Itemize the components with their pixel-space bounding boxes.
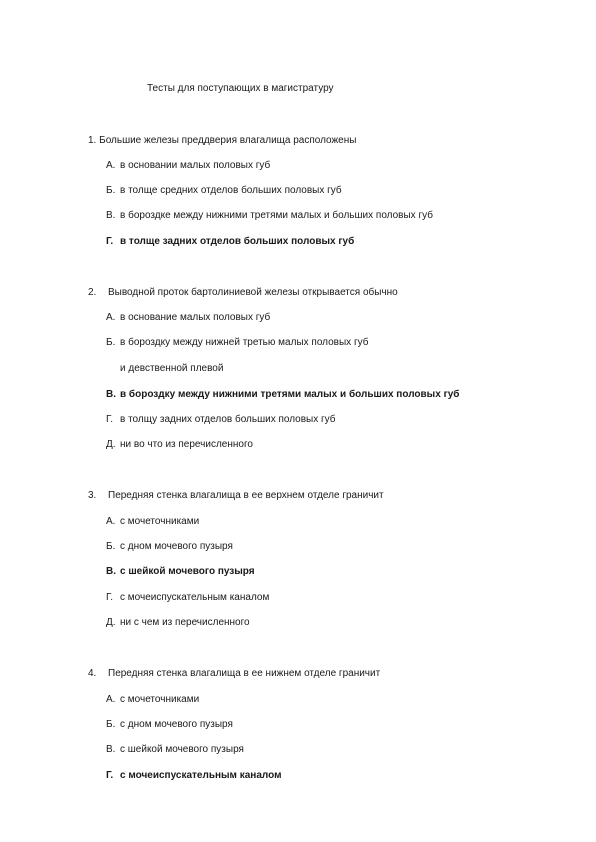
option-letter: В. — [106, 210, 116, 221]
option-letter: Б. — [106, 337, 116, 348]
option-3a — [106, 515, 199, 529]
option-2d — [106, 413, 336, 427]
option-text: в бороздке между нижними третями малых и больших половых губ — [120, 210, 433, 221]
option-letter: Б. — [106, 185, 116, 196]
option-letter: Г. — [106, 414, 113, 425]
option-2a — [106, 311, 270, 325]
option-2b — [106, 336, 368, 350]
option-3b — [106, 540, 233, 554]
question-1-line — [88, 134, 356, 148]
question-3-line — [88, 489, 384, 503]
option-3d — [106, 591, 269, 605]
option-4d-correct — [106, 769, 282, 783]
question-4-line — [88, 667, 380, 681]
option-3c-correct — [106, 565, 255, 579]
option-text: с дном мочевого пузыря — [120, 541, 233, 552]
option-text: в основание малых половых губ — [120, 312, 271, 323]
option-letter: А. — [106, 312, 116, 323]
question-text: Передняя стенка влагалища в ее нижнем отделе граничит — [108, 668, 381, 679]
option-1d-correct — [106, 235, 354, 249]
question-2-line — [88, 286, 398, 300]
option-letter: А. — [106, 516, 116, 527]
option-1b — [106, 184, 342, 198]
option-text: в бороздку между нижними третями малых и больших половых губ — [120, 389, 460, 400]
option-text: в бороздку между нижней третью малых половых губ — [120, 337, 369, 348]
option-2b-continuation: и девственной плевой — [120, 363, 224, 374]
option-text: с дном мочевого пузыря — [120, 719, 233, 730]
option-4a — [106, 693, 199, 707]
option-letter: В. — [106, 389, 116, 400]
option-letter: В. — [106, 566, 116, 577]
question-text: Передняя стенка влагалища в ее верхнем отделе граничит — [108, 490, 384, 501]
question-text: Большие железы преддверия влагалища расположены — [99, 135, 357, 146]
option-text: с шейкой мочевого пузыря — [120, 566, 255, 577]
option-1a — [106, 159, 270, 173]
question-text: Выводной проток бартолиниевой железы открывается обычно — [108, 287, 398, 298]
option-text: в основании малых половых губ — [120, 160, 271, 171]
option-4b — [106, 718, 233, 732]
document-title: Тесты для поступающих в магистратуру — [147, 83, 334, 94]
option-letter: Г. — [106, 770, 114, 781]
question-number: 1. — [88, 135, 97, 146]
option-text: с мочеточниками — [120, 694, 200, 705]
option-letter: Г. — [106, 236, 114, 247]
option-text: ни во что из перечисленного — [120, 439, 253, 450]
option-2c-correct — [106, 388, 459, 402]
option-text: ни с чем из перечисленного — [120, 617, 250, 628]
option-letter: Б. — [106, 541, 116, 552]
option-letter: В. — [106, 744, 116, 755]
option-text: с мочеточниками — [120, 516, 200, 527]
question-number: 4. — [88, 668, 97, 679]
option-text: в толще задних отделов больших половых губ — [120, 236, 355, 247]
question-number: 3. — [88, 490, 97, 501]
option-text: с мочеиспускательным каналом — [120, 770, 282, 781]
option-1c — [106, 209, 433, 223]
option-2e — [106, 438, 253, 452]
option-text: с мочеиспускательным каналом — [120, 592, 270, 603]
option-text: в толщу задних отделов больших половых губ — [120, 414, 336, 425]
option-4c — [106, 743, 244, 757]
option-3e — [106, 616, 250, 630]
option-letter: Д. — [106, 617, 116, 628]
option-letter: А. — [106, 694, 116, 705]
option-letter: Г. — [106, 592, 113, 603]
option-letter: Б. — [106, 719, 116, 730]
option-letter: Д. — [106, 439, 116, 450]
option-text: с шейкой мочевого пузыря — [120, 744, 244, 755]
option-letter: А. — [106, 160, 116, 171]
question-number: 2. — [88, 287, 97, 298]
option-text: в толще средних отделов больших половых губ — [120, 185, 342, 196]
